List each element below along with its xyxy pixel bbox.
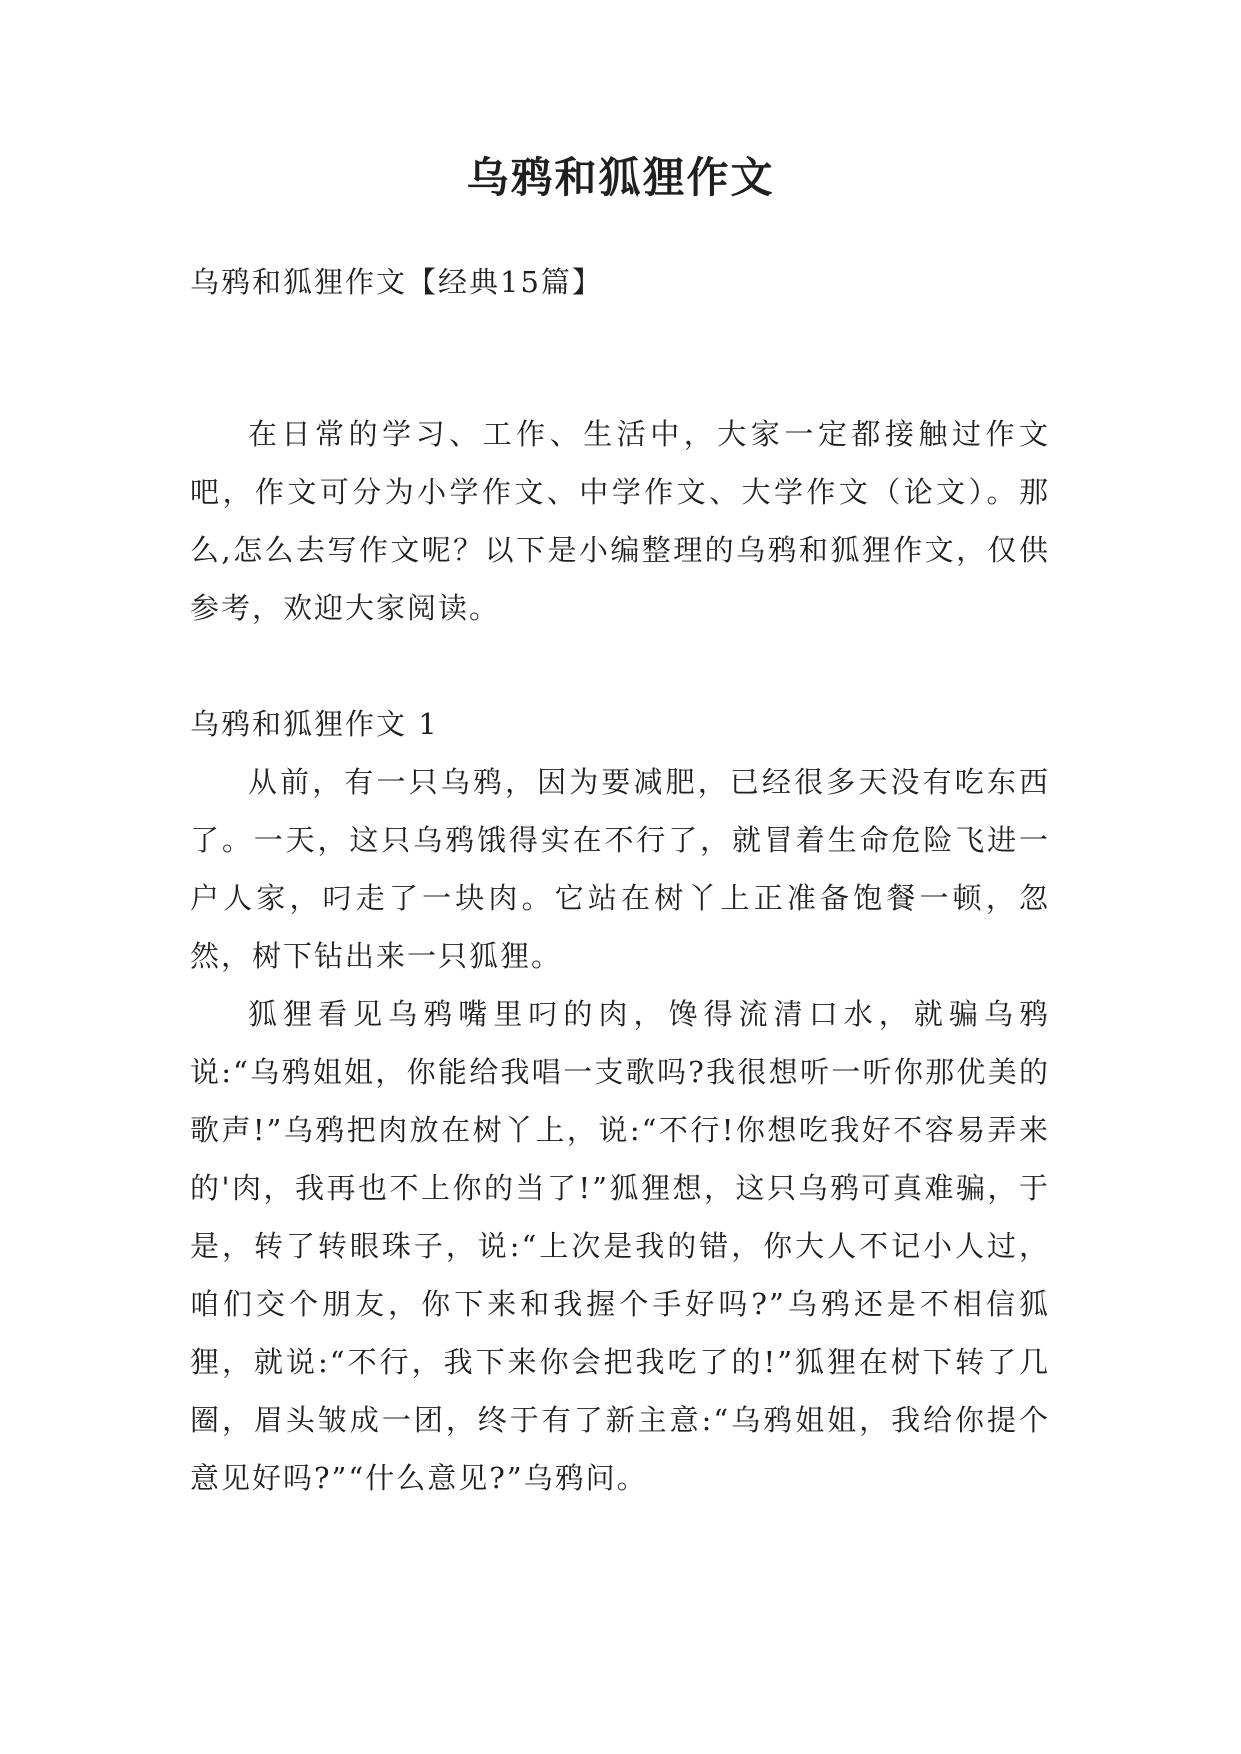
section-heading: 乌鸦和狐狸作文 1 [190, 707, 439, 741]
document-title: 乌鸦和狐狸作文 [466, 153, 775, 202]
intro-section [190, 405, 1050, 637]
document-subtitle: 乌鸦和狐狸作文【经典15篇】 [190, 265, 603, 299]
essay-body [190, 753, 1050, 1507]
essay-paragraph: 狐狸看见乌鸦嘴里叼的肉，馋得流清口水，就骗乌鸦说:“乌鸦姐姐，你能给我唱一支歌吗?我很想听一听你那优美的歌声!”乌鸦把肉放在树丫上，说:“不行!你想吃我好不容易弄来的'肉，我再也不上你的当了!”狐狸想，这只乌鸦可真难骗，于是，转了转眼珠子，说:“上次是我的错，你大人不记小人过，咱们交个朋友，你下来和我握个手好吗?”乌鸦还是不相信狐狸，就说:“不行，我下来你会把我吃了的!”狐狸在树下转了几圈，眉头皱成一团，终于有了新主意:“乌鸦姐姐，我给你提个意见好吗?”“什么意见?”乌鸦问。 [190, 997, 1050, 1495]
essay-paragraph: 从前，有一只乌鸦，因为要减肥，已经很多天没有吃东西了。一天，这只乌鸦饿得实在不行了，就冒着生命危险飞进一户人家，叼走了一块肉。它站在树丫上正准备饱餐一顿，忽然，树下钻出来一只狐狸。 [190, 765, 1050, 973]
intro-paragraph: 在日常的学习、工作、生活中，大家一定都接触过作文吧，作文可分为小学作文、中学作文、大学作文（论文）。那么,怎么去写作文呢？以下是小编整理的乌鸦和狐狸作文，仅供参考，欢迎大家阅读。 [190, 417, 1050, 625]
